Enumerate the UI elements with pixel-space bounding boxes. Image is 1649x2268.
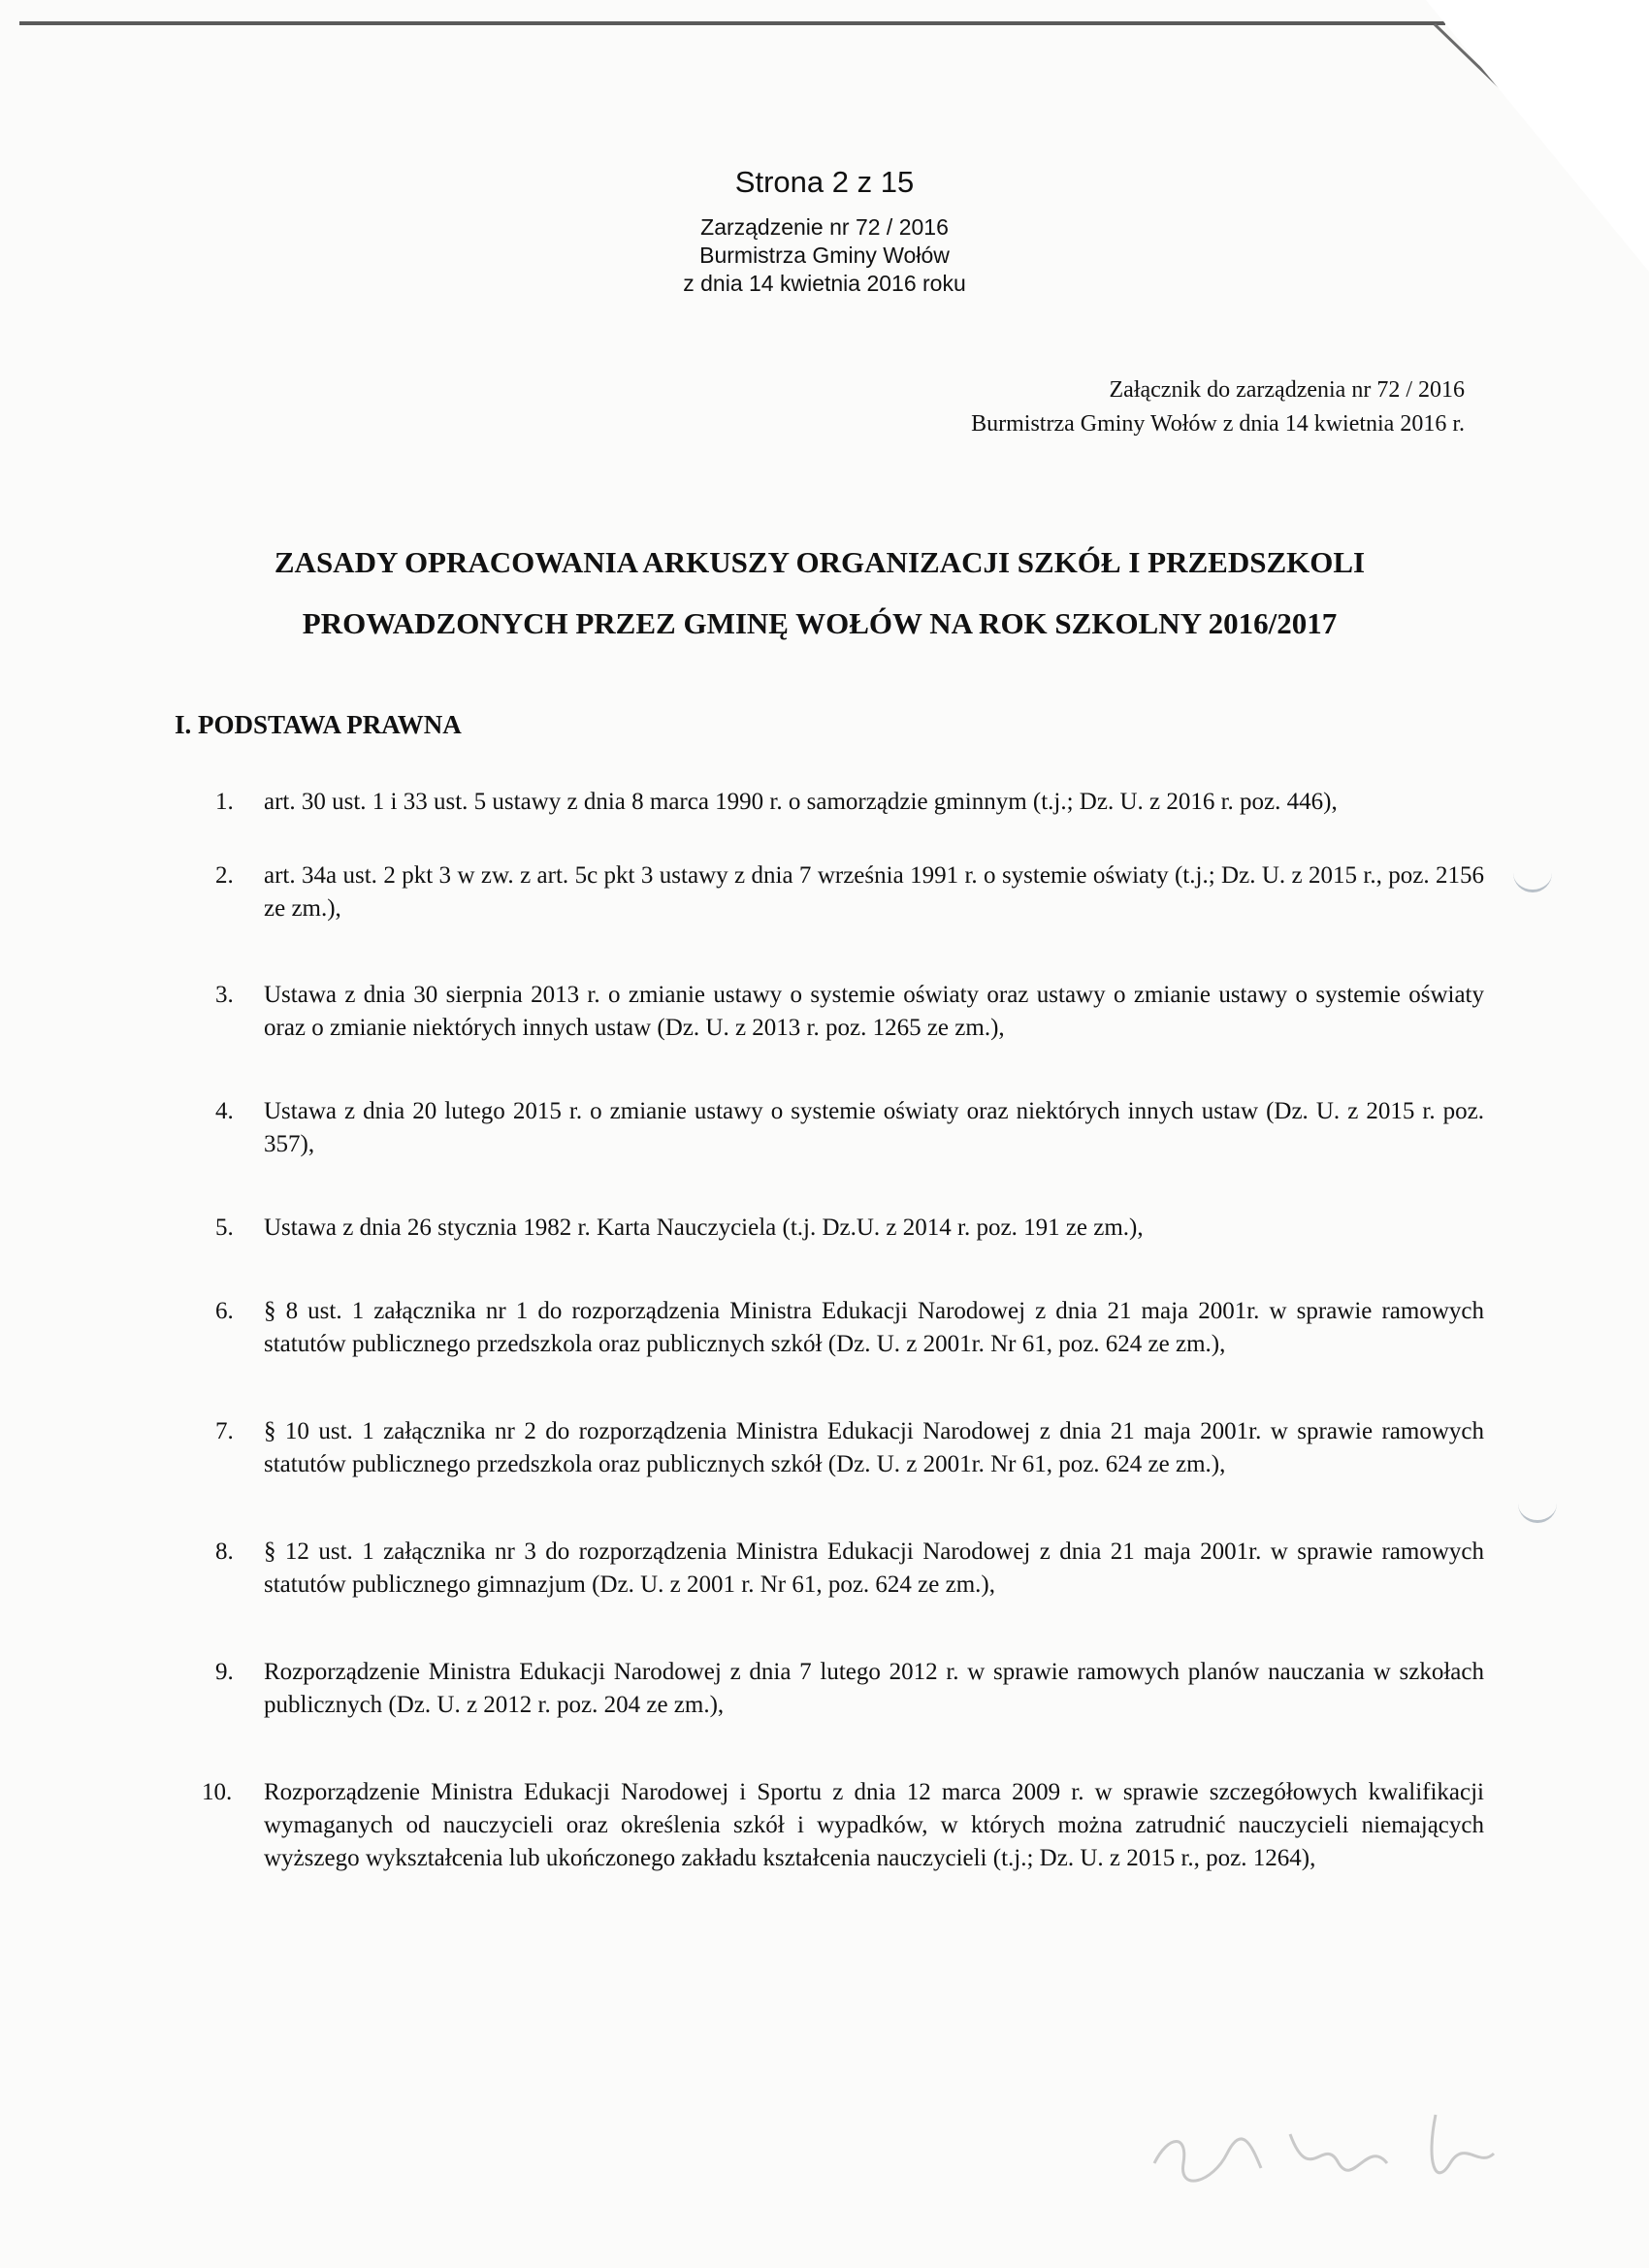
item-number: 10. — [202, 1779, 233, 1805]
handwritten-signature — [1145, 2095, 1533, 2202]
annex-note — [971, 373, 1465, 441]
item-number: 5. — [215, 1215, 234, 1241]
item-number: 8. — [215, 1539, 234, 1565]
list-item — [215, 1295, 1484, 1361]
title-line: PROWADZONYCH PRZEZ GMINĘ WOŁÓW NA ROK SZKOLNY 2016/2017 — [302, 606, 1338, 640]
page-top-edge — [19, 21, 1445, 25]
ordinance-header — [0, 213, 1649, 298]
section-heading: I. PODSTAWA PRAWNA — [175, 710, 462, 739]
item-text: Ustawa z dnia 20 lutego 2015 r. o zmianie ustawy o systemie oświaty oraz niektórych innych ustaw (Dz. U. z 2015 r. poz. 357), — [264, 1098, 1484, 1157]
list-item — [202, 1776, 1484, 1875]
title-line: ZASADY OPRACOWANIA ARKUSZY ORGANIZACJI SZKÓŁ I PRZEDSZKOLI — [274, 545, 1366, 579]
list-item — [215, 979, 1484, 1045]
list-item — [215, 859, 1484, 925]
annex-note-line: Burmistrza Gminy Wołów z dnia 14 kwietnia 2016 r. — [971, 411, 1465, 437]
item-number: 7. — [215, 1418, 234, 1444]
item-text: Rozporządzenie Ministra Edukacji Narodowej z dnia 7 lutego 2012 r. w sprawie ramowych planów nauczania w szkołach publicznych (Dz. U. z 2012 r. poz. 204 ze zm.), — [264, 1659, 1484, 1718]
item-number: 2. — [215, 862, 234, 889]
item-number: 3. — [215, 982, 234, 1008]
list-item — [215, 1656, 1484, 1722]
item-number: 1. — [215, 789, 234, 815]
item-text: Ustawa z dnia 30 sierpnia 2013 r. o zmianie ustawy o systemie oświaty oraz ustawy o zmianie ustawy o systemie oświaty oraz o zmianie niektórych innych ustaw (Dz. U. z 2013 r. poz. 1265 ze zm.), — [264, 982, 1484, 1041]
ordinance-line: z dnia 14 kwietnia 2016 roku — [683, 271, 966, 296]
item-text: § 10 ust. 1 załącznika nr 2 do rozporządzenia Ministra Edukacji Narodowej z dnia 21 maja 2001r. w sprawie ramowych statutów publicznego przedszkola oraz publicznych szkół (Dz. U. z 2001r. Nr 61, poz. 624 ze zm.), — [264, 1418, 1484, 1477]
annex-note-line: Załącznik do zarządzenia nr 72 / 2016 — [1109, 377, 1465, 403]
item-text: § 12 ust. 1 załącznika nr 3 do rozporządzenia Ministra Edukacji Narodowej z dnia 21 maja 2001r. w sprawie ramowych statutów publicznego gimnazjum (Dz. U. z 2001 r. Nr 61, poz. 624 ze zm.), — [264, 1539, 1484, 1598]
list-item — [215, 1095, 1484, 1161]
ordinance-line: Zarządzenie nr 72 / 2016 — [700, 214, 949, 240]
item-number: 4. — [215, 1098, 234, 1124]
list-item — [215, 1415, 1484, 1481]
item-text: art. 34a ust. 2 pkt 3 w zw. z art. 5c pkt 3 ustawy z dnia 7 września 1991 r. o systemie oświaty (t.j.; Dz. U. z 2015 r., poz. 2156 ze zm.), — [264, 862, 1484, 922]
ordinance-line: Burmistrza Gminy Wołów — [699, 243, 950, 268]
item-text: art. 30 ust. 1 i 33 ust. 5 ustawy z dnia 8 marca 1990 r. o samorządzie gminnym (t.j.; Dz. U. z 2016 r. poz. 446), — [264, 789, 1338, 815]
punch-hole-mark — [1513, 868, 1552, 892]
punch-hole-mark — [1518, 1499, 1557, 1523]
item-text: Rozporządzenie Ministra Edukacji Narodowej i Sportu z dnia 12 marca 2009 r. w sprawie szczegółowych kwalifikacji wymaganych od nauczycieli oraz określenia szkół i wypadków, w których można zatrudnić nauczycieli niemających wyższego wykształcenia lub ukończonego zakładu kształcenia nauczycieli (t.j.; Dz. U. z 2015 r., poz. 1264), — [264, 1779, 1484, 1871]
list-item — [215, 786, 1484, 819]
item-number: 6. — [215, 1298, 234, 1324]
list-item — [215, 1212, 1484, 1245]
item-text: Ustawa z dnia 26 stycznia 1982 r. Karta Nauczyciela (t.j. Dz.U. z 2014 r. poz. 191 ze zm.), — [264, 1215, 1144, 1241]
page-number: Strona 2 z 15 — [734, 165, 915, 199]
list-item — [215, 1536, 1484, 1602]
document-title — [175, 532, 1465, 654]
legal-basis-list — [202, 786, 1484, 1875]
item-text: § 8 ust. 1 załącznika nr 1 do rozporządzenia Ministra Edukacji Narodowej z dnia 21 maja 2001r. w sprawie ramowych statutów publicznego przedszkola oraz publicznych szkół (Dz. U. z 2001r. Nr 61, poz. 624 ze zm.), — [264, 1298, 1484, 1357]
item-number: 9. — [215, 1659, 234, 1685]
